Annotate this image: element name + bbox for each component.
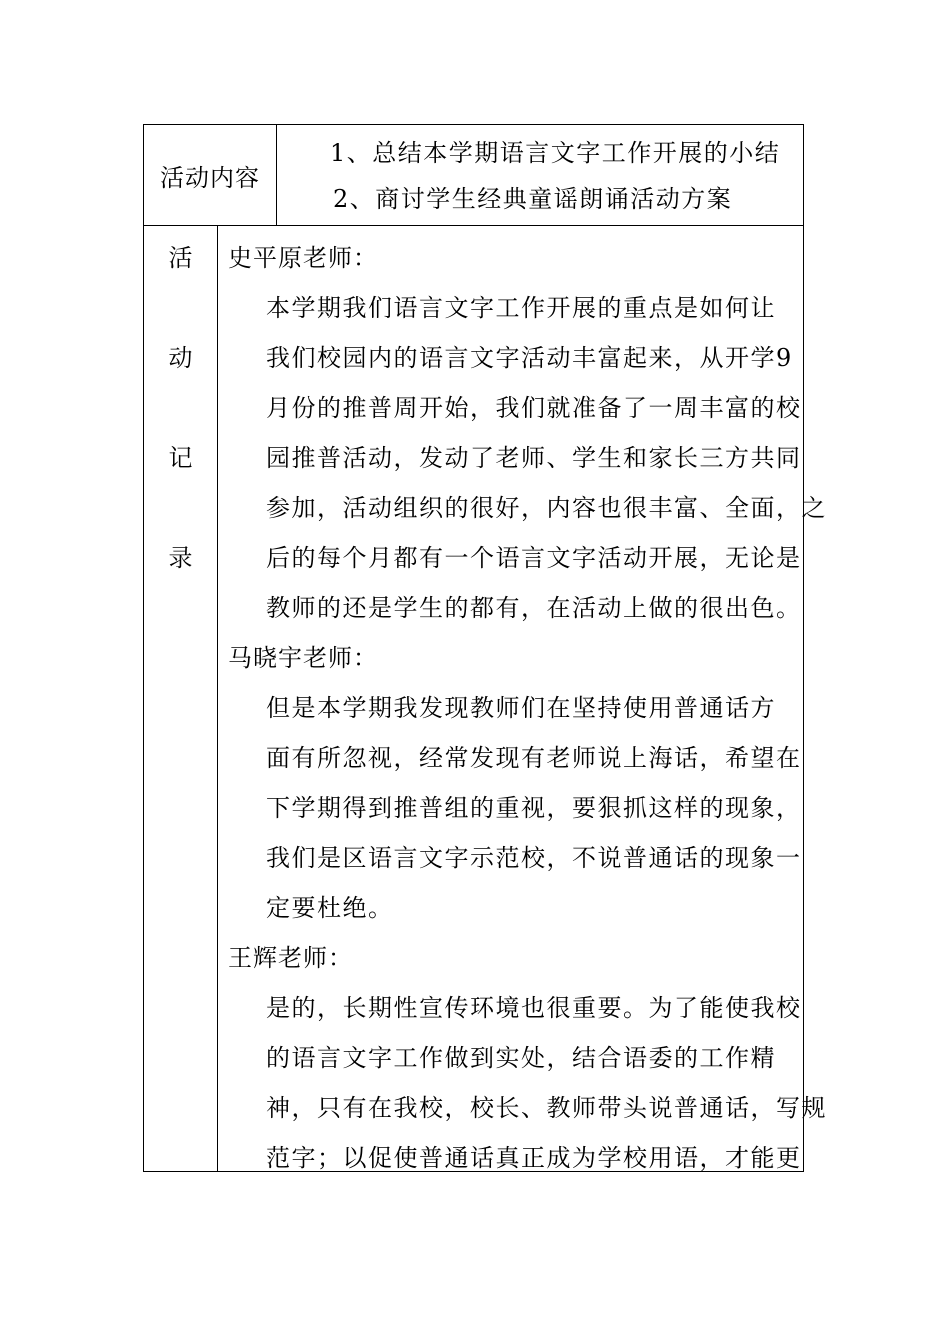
activity-record-label-char-1: 活 bbox=[168, 244, 193, 272]
record-line: 后的每个月都有一个语言文字活动开展，无论是 bbox=[266, 544, 802, 572]
agenda-item-2: 2、商讨学生经典童谣朗诵活动方案 bbox=[333, 185, 733, 213]
record-line: 园推普活动，发动了老师、学生和家长三方共同 bbox=[266, 444, 802, 472]
agenda-item-1: 1、总结本学期语言文字工作开展的小结 bbox=[330, 139, 781, 167]
speaker-name: 马晓宇老师： bbox=[228, 644, 378, 672]
activity-record-label-char-4: 录 bbox=[168, 544, 193, 572]
record-line: 教师的还是学生的都有，在活动上做的很出色。 bbox=[266, 594, 802, 622]
record-line: 我们校园内的语言文字活动丰富起来，从开学9 bbox=[266, 344, 793, 372]
meeting-record-table bbox=[143, 124, 827, 1172]
activity-content-label: 活动内容 bbox=[160, 163, 260, 192]
activity-content-cell bbox=[278, 125, 803, 225]
record-line: 参加，活动组织的很好，内容也很丰富、全面，之 bbox=[266, 494, 827, 522]
record-line: 范字；以促使普通话真正成为学校用语，才能更 bbox=[266, 1144, 802, 1172]
speaker-name: 王辉老师： bbox=[228, 944, 353, 972]
record-line: 但是本学期我发现教师们在坚持使用普通话方 bbox=[266, 694, 776, 722]
record-line: 我们是区语言文字示范校，不说普通话的现象一 bbox=[266, 844, 802, 872]
record-line: 的语言文字工作做到实处，结合语委的工作精 bbox=[266, 1044, 776, 1072]
activity-record-cell bbox=[218, 225, 827, 1172]
speaker-name: 史平原老师： bbox=[228, 244, 378, 272]
record-line: 面有所忽视，经常发现有老师说上海话，希望在 bbox=[266, 744, 802, 772]
record-line: 本学期我们语言文字工作开展的重点是如何让 bbox=[266, 294, 776, 322]
column-divider-top bbox=[276, 125, 277, 225]
record-line: 是的，长期性宣传环境也很重要。为了能使我校 bbox=[266, 994, 802, 1022]
activity-record-label-char-2: 动 bbox=[168, 344, 193, 372]
record-line: 定要杜绝。 bbox=[266, 894, 394, 922]
record-line: 下学期得到推普组的重视，要狠抓这样的现象， bbox=[266, 794, 802, 822]
record-line: 神，只有在我校，校长、教师带头说普通话，写规 bbox=[266, 1094, 827, 1122]
activity-record-label-char-3: 记 bbox=[168, 444, 193, 472]
record-line: 月份的推普周开始，我们就准备了一周丰富的校 bbox=[266, 394, 802, 422]
